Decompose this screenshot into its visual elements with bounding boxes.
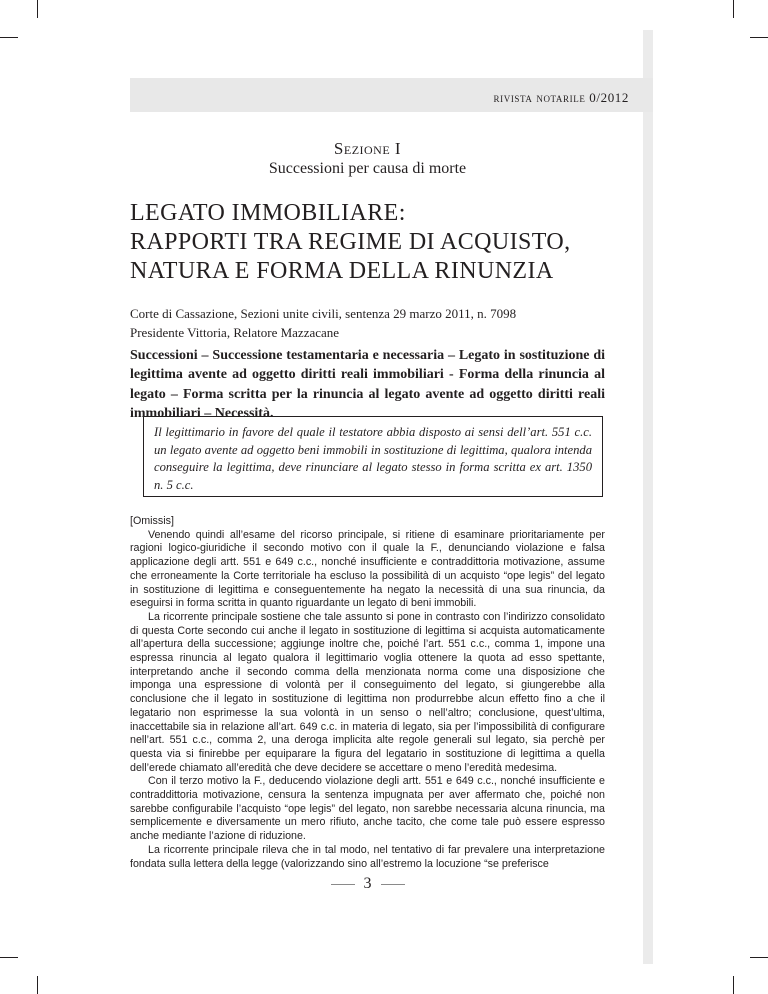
article-title <box>130 199 610 286</box>
citation-court: Corte di Cassazione, Sezioni unite civili, sentenza 29 marzo 2011, n. 7098 <box>130 306 517 321</box>
massima-box <box>143 416 603 497</box>
crop-mark <box>750 957 768 958</box>
article-title-line: RAPPORTI TRA REGIME DI ACQUISTO, <box>130 229 571 255</box>
crop-mark <box>733 0 734 18</box>
page-number: 3 <box>363 875 372 892</box>
folio-rule-right <box>381 884 405 885</box>
article-title-line: LEGATO IMMOBILIARE: <box>130 200 406 226</box>
body-paragraph: La ricorrente principale sostiene che tale assunto si pone in contrasto con l’indirizzo consolidato di questa Corte secondo cui anche il legato in sostituzione di legittima si acquista automaticamente all’apertura della successione; aggiunge inoltre che, poiché l’art. 551 c.c., comma 1, impone una espressa rinuncia al legato qualora il legittimario voglia ottenere la quota ad esso spettante, interpretando anche il secondo comma della menzionata norma come una disposizione che imponga una espressione di volontà per il conseguimento del legato, si giungerebbe alla conclusione che il legato in sostituzione di legittima non produrrebbe alcun effetto fino a che il legatario non esprimesse la sua volontà in un senso o nell’altro; conclusione, quest’ultima, inaccettabile sia in relazione all’art. 649 c.c. in materia di legato, sia per l’impossibilità di configurare nell’art. 551 c.c., comma 2, una deroga implicita alte regole generali sul legato, sia perchè per questa via si finirebbe per equiparare la figura del legatario in sostituzione di legittima a quella dell’erede chiamato all’eredità che deve decidere se accettare o meno l’eredità medesima. <box>130 610 605 774</box>
crop-mark <box>0 957 18 958</box>
decision-citation <box>130 304 610 342</box>
crop-mark <box>37 0 38 18</box>
citation-judges: Presidente Vittoria, Relatore Mazzacane <box>130 325 340 340</box>
crop-mark <box>733 976 734 994</box>
massima-text: Il legittimario in favore del quale il testatore abbia disposto ai sensi dell’art. 551 c.c. un legato avente ad oggetto beni immobili in sostituzione di legittima, qualora intenda conseguire la legittima, deve rinunciare al legato stesso in forma scritta ex art. 1350 n. 5 c.c. <box>154 425 592 493</box>
article-title-line: NATURA E FORMA DELLA RINUNZIA <box>130 258 554 284</box>
section-title: Successioni per causa di morte <box>268 160 467 177</box>
page-edge-strip <box>643 30 653 964</box>
section-heading <box>130 139 605 179</box>
running-head: rivista notarile 0/2012 <box>493 90 629 105</box>
body-paragraph: Con il terzo motivo la F., deducendo violazione degli artt. 551 e 649 c.c., nonché insufficiente e contraddittoria motivazione, censura la sentenza impugnata per aver affermato che, poiché non sarebbe configurabile l’acquisto “ope legis” del legato, non sarebbe necessaria alcuna rinuncia, ma semplicemente e diversamente un mero rifiuto, anche tacito, che come tale può essere espresso anche mediante l’azione di riduzione. <box>130 775 605 843</box>
body-paragraph: [Omissis] <box>130 515 174 527</box>
massima-heading: Successioni – Successione testamentaria e necessaria – Legato in sostituzione di legittima avente ad oggetto diritti reali immobiliari - Forma della rinuncia al legato – Forma scritta per la rinuncia al legato avente ad oggetto diritti reali immobiliari – Necessità. <box>130 348 605 421</box>
body-text <box>130 515 605 871</box>
crop-mark <box>0 37 18 38</box>
body-paragraph: La ricorrente principale rileva che in tal modo, nel tentativo di far prevalere una interpretazione fondata sulla lettera della legge (valorizzando sino all’estremo la locuzione “se preferisce <box>130 843 605 870</box>
crop-mark <box>750 37 768 38</box>
body-paragraph: Venendo quindi all’esame del ricorso principale, si ritiene di esaminare prioritariamente per ragioni logico-giuridiche il secondo motivo con il quale la F., denunciando violazione e falsa applicazione degli artt. 551 e 649 c.c., nonché insufficiente e contraddittoria motivazione, assume che erroneamente la Corte territoriale ha escluso la possibilità di un acquisto “ope legis” del legato in sostituzione di legittima e conseguentemente ha negato la necessità di una sua rinuncia, da eseguirsi in forma scritta in quanto riguardante un legato di beni immobili. <box>130 528 605 610</box>
section-number: Sezione I <box>333 139 402 158</box>
crop-mark <box>37 976 38 994</box>
